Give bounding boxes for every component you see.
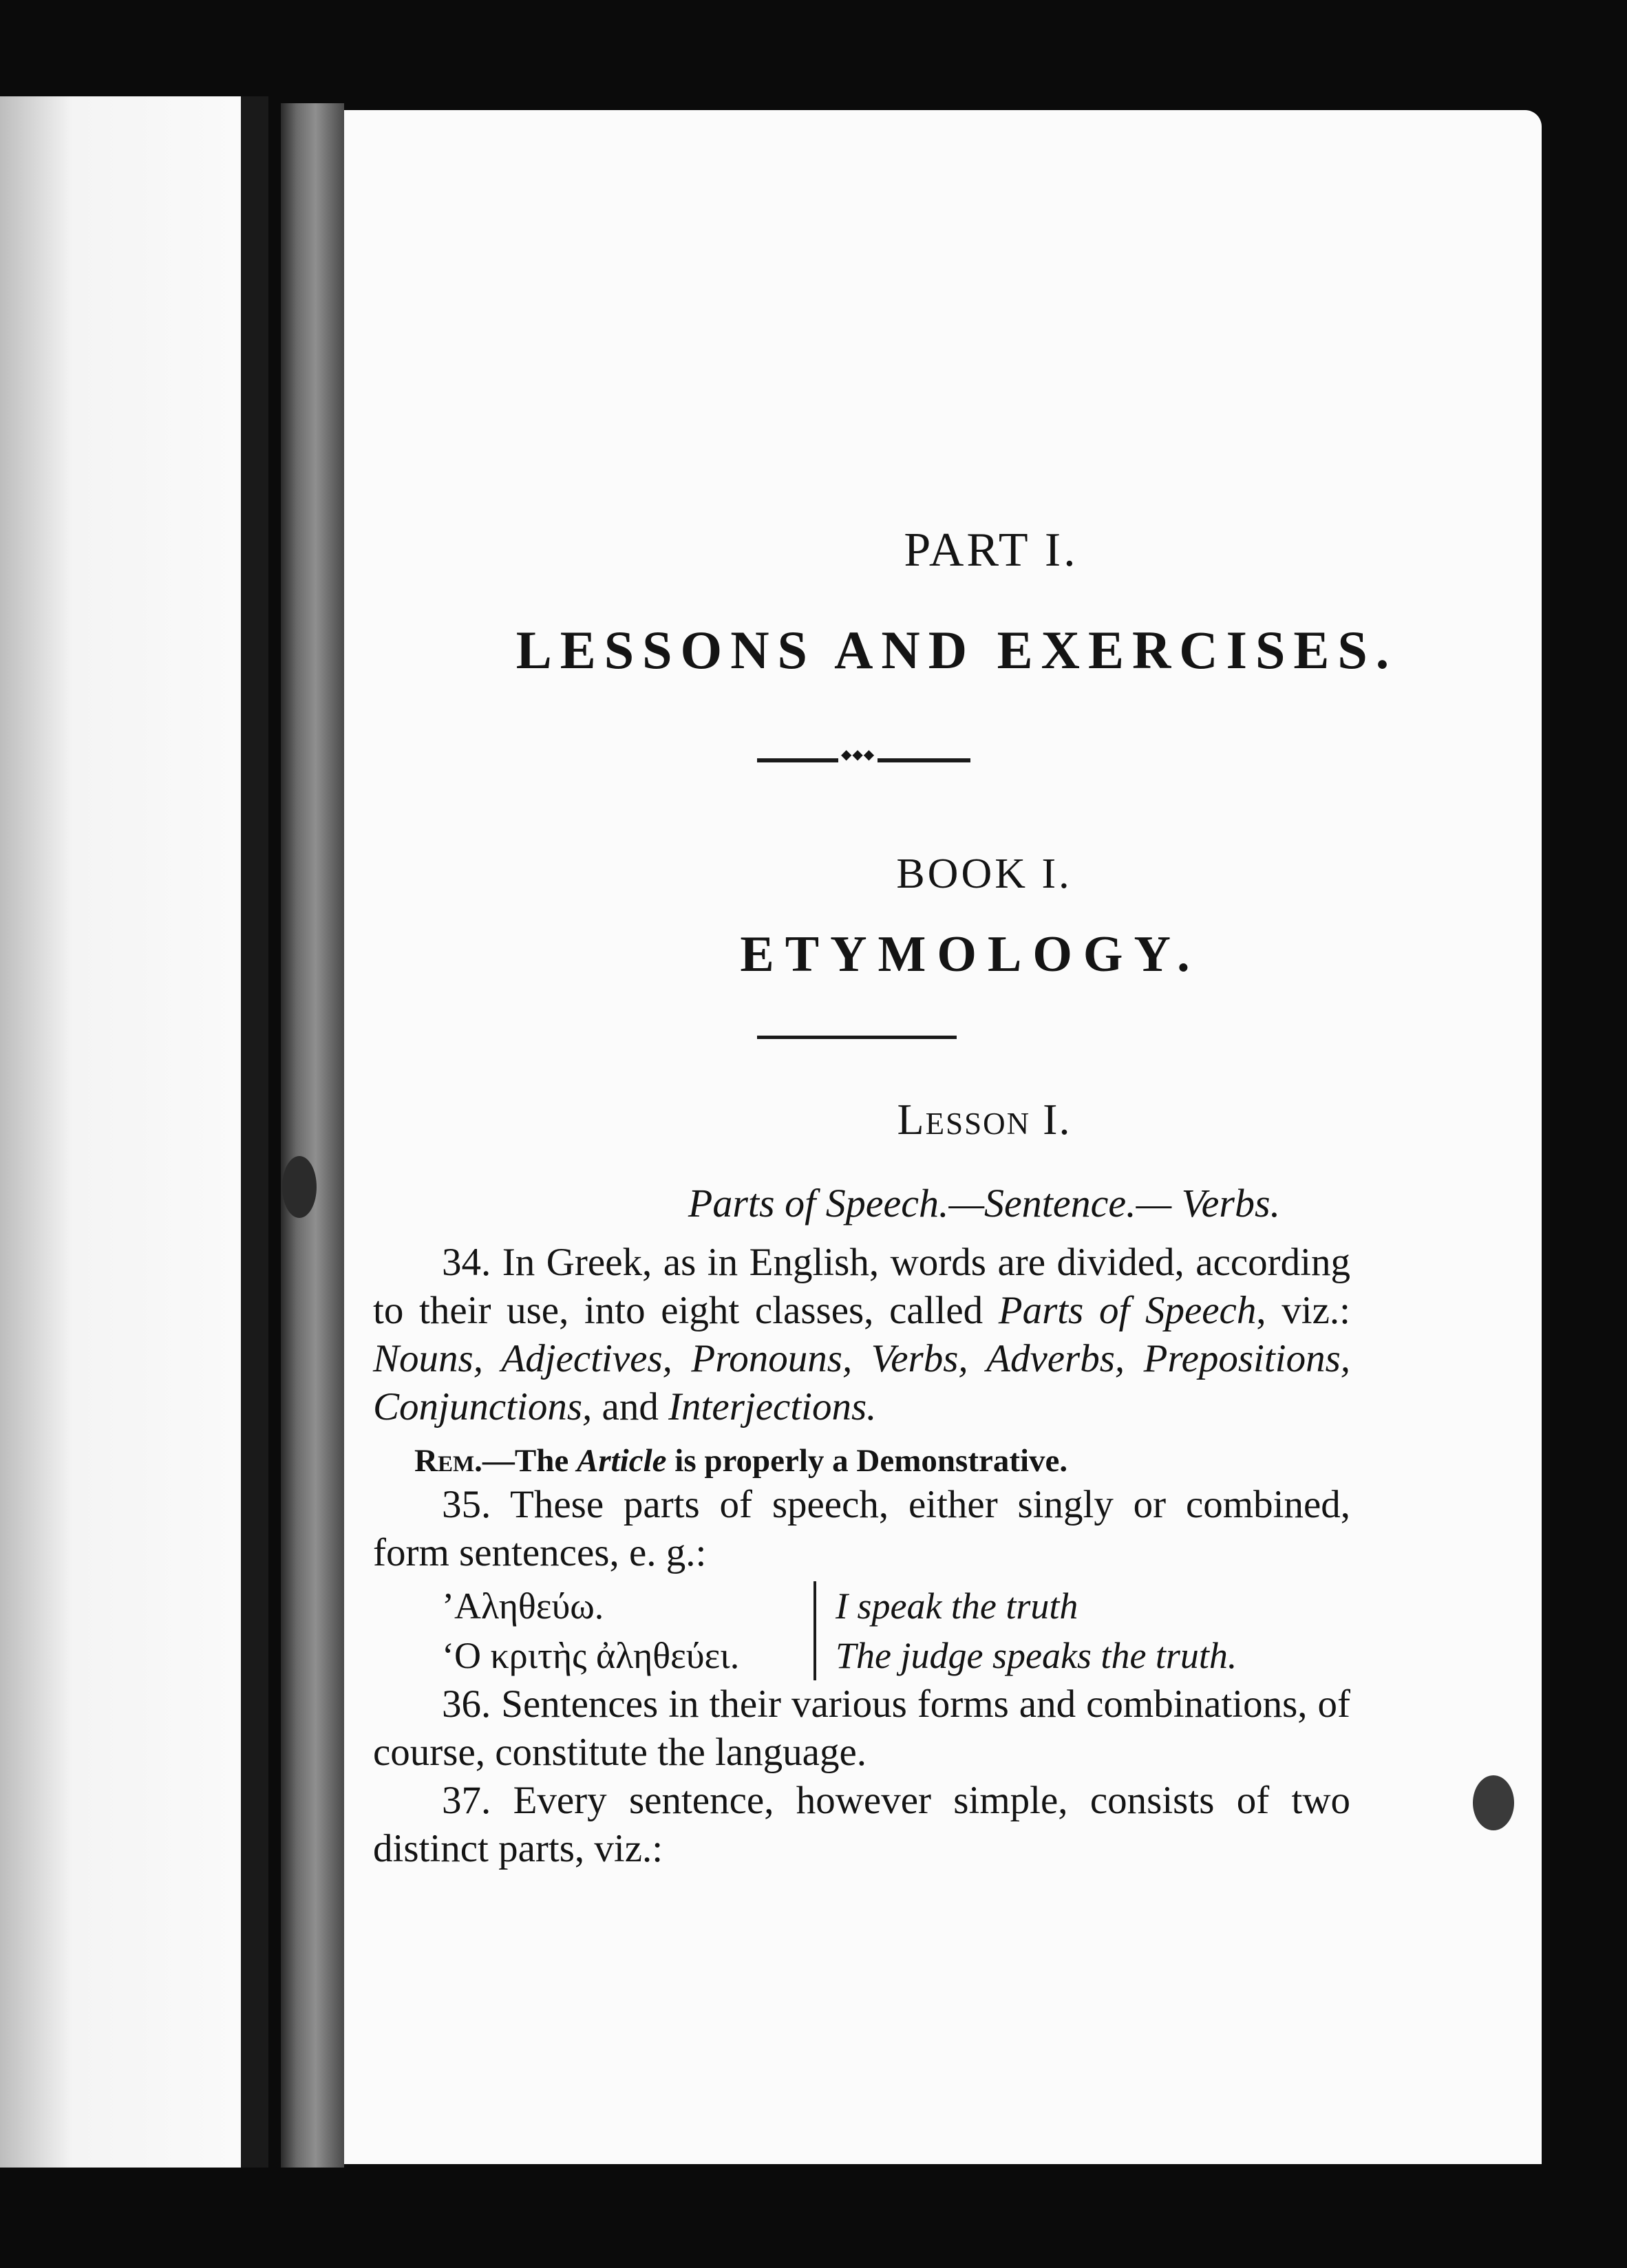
part-title: PART I.	[904, 524, 1078, 577]
paragraph-35: 35. These parts of speech, either singly or combined, form sentences, e. g.:	[373, 1483, 1350, 1574]
remark-term-article: Article	[576, 1443, 667, 1479]
english-translations	[814, 1581, 1350, 1680]
english-translation: I speak the truth	[836, 1585, 1078, 1627]
remark-lead: Rem.	[414, 1443, 482, 1479]
greek-examples	[373, 1581, 814, 1680]
main-title: LESSONS AND EXERCISES.	[515, 620, 1398, 680]
p34-text-a: 34. In Greek, as in English, words are divided, according to their use, into eight classes, called	[373, 1241, 1350, 1332]
remark	[373, 1441, 1350, 1481]
book-title: BOOK I.	[896, 850, 1072, 897]
example-sentences	[373, 1581, 1350, 1680]
greek-example: ‘Ο κριτὴς ἀληθεύει.	[442, 1635, 740, 1676]
body-text	[373, 1239, 1350, 1873]
remark-text-a: —The	[482, 1443, 577, 1479]
p34-text-e: and	[592, 1385, 669, 1429]
lesson-topic: Parts of Speech.—Sentence.— Verbs.	[688, 1181, 1281, 1226]
subject-title: ETYMOLOGY.	[740, 926, 1201, 983]
remark-text-c: is properly a Demonstrative.	[666, 1443, 1068, 1479]
p34-text-c: , viz.:	[1256, 1289, 1350, 1332]
lesson-title: Lesson I.	[897, 1095, 1072, 1144]
p34-term-interjections: Interjections.	[668, 1385, 877, 1429]
ink-smudge	[282, 1156, 317, 1218]
left-facing-page	[0, 96, 241, 2168]
paragraph-36: 36. Sentences in their various forms and combinations, of course, constitute the language.	[373, 1682, 1350, 1774]
binding-strip	[281, 103, 344, 2168]
divider-rule	[757, 1036, 957, 1039]
p34-term-parts-of-speech: Parts of Speech	[998, 1289, 1257, 1332]
book-page	[344, 110, 1542, 2164]
english-translation: The judge speaks the truth.	[836, 1635, 1237, 1676]
greek-example: ’Αληθεύω.	[442, 1585, 604, 1627]
p34-word-classes: Nouns, Adjectives, Pronouns, Verbs, Adverbs, Prepositions, Conjunctions,	[373, 1337, 1350, 1429]
paragraph-37: 37. Every sentence, however simple, consists of two distinct parts, viz.:	[373, 1779, 1350, 1870]
book-gutter	[241, 96, 268, 2168]
ornament-rule	[757, 758, 970, 762]
paragraph-34	[373, 1239, 1350, 1431]
ink-smudge	[1473, 1775, 1514, 1830]
